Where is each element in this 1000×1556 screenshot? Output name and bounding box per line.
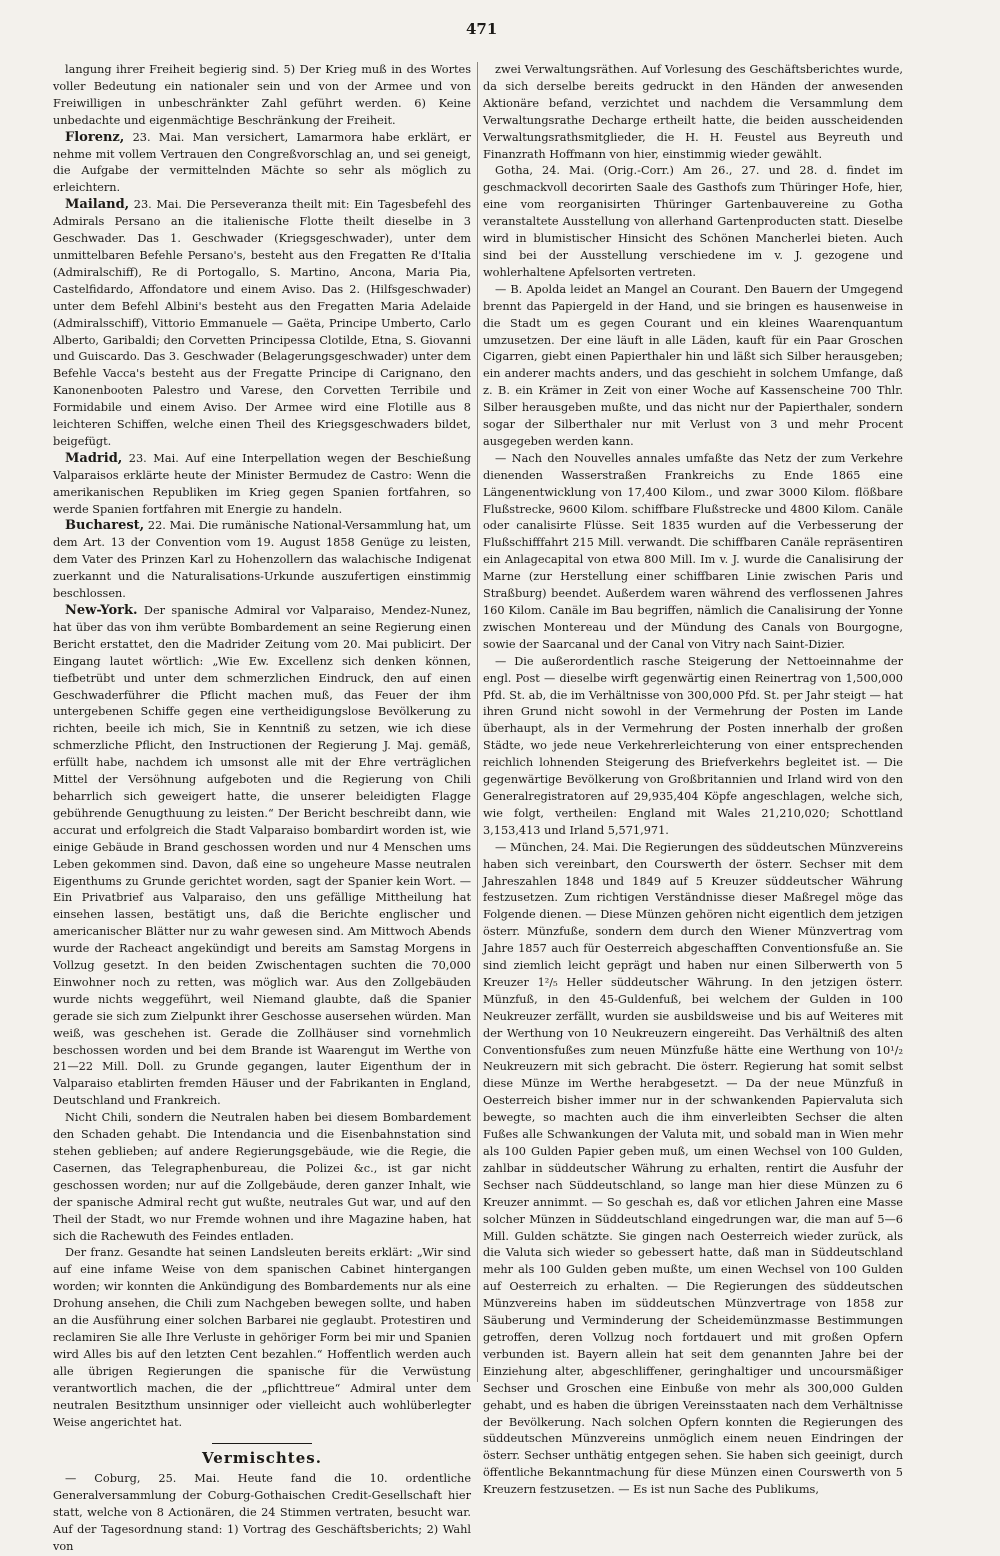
article-paragraph: langung ihrer Freiheit begierig sind. 5) Der Krieg muß in des Wortes voller Bedeutung ein nationaler sein und von der Armee und von Freiwilligen in unbeschränkter Zahl geführt werden. 6) Keine unbedachte und eigenmächtige Beschränkung der Freiheit. — [53, 63, 471, 127]
article-paragraph: — Nach den Nouvelles annales umfaßte das Netz der zum Verkehre dienenden Wasserstraßen Frankreichs zu Ende 1865 eine Längenentwicklung von 17,400 Kilom., und zwar 3000 Kilom. flößbare Flußstrecke, 9600 Kilom. schiffbare Flußstrecke und 4800 Kilom. Canäle oder canalisirte Flüsse. Seit 1835 wurden auf die Verbesserung der Flußschifffahrt 215 Mill. verwandt. Die schiffbaren Canäle repräsentiren ein Anlagecapital von etwa 800 Mill. Im v. J. wurde die Canalisirung der Marne (zur Herstellung einer schiffbaren Linie zwischen Paris und Straßburg) beendet. Außerdem waren während des verflossenen Jahres 160 Kilom. Canäle im Bau begriffen, nämlich die Canalisirung der Yonne zwischen Montereau und der Mündung des Canals von Bourgogne, sowie der Saarcanal und der Canal von Vitry nach Saint-Dizier. — [483, 451, 903, 651]
news-text: 23. Mai. Auf eine Interpellation wegen der Beschießung Valparaisos erklärte heute der Minister Bermudez de Castro: Wenn die amerikanischen Republiken im Krieg gegen Spanien fortfahren, so werde Spanien fortfahren mit Energie zu handeln. — [53, 451, 471, 516]
left-column — [53, 62, 471, 1556]
dateline: Madrid, — [65, 450, 123, 466]
article-paragraph: zwei Verwaltungsräthen. Auf Vorlesung des Geschäftsberichtes wurde, da sich derselbe bereits gedruckt in den Händen der anwesenden Aktionäre befand, verzichtet und nachdem die Versammlung dem Verwaltungsrathe Decharge ertheilt hatte, die beiden ausscheidenden Verwaltungsrathsmitglieder, die H. H. Feustel aus Beyreuth und Finanzrath Hoffmann von hier, einstimmig wieder gewählt. — [483, 63, 903, 161]
news-item-mailand — [53, 197, 471, 451]
news-text: 23. Mai. Man versichert, Lamarmora habe erklärt, er nehme mit vollem Vertrauen den Congreßvorschlag an, und sei geneigt, die Aufgabe der vermittelnden Mächte so sehr als möglich zu erleichtern. — [53, 130, 471, 195]
news-item-new-york — [53, 603, 471, 1110]
news-text: 23. Mai. Die Perseveranza theilt mit: Ein Tagesbefehl des Admirals Persano an die italienische Flotte theilt dieselbe in 3 Geschwader. Das 1. Geschwader (Kriegsgeschwader), unter dem unmittelbaren Befehle Persano's, besteht aus den Fregatten Re d'Italia (Admiralschiff), Re di Portogallo, S. Martino, Ancona, Maria Pia, Castelfidardo, Affondatore und einem Aviso. Das 2. (Hilfsgeschwader) unter dem Befehl Albini's besteht aus den Fregatten Maria Adelaide (Admiralsschiff), Vittorio Emmanuele — Gaëta, Principe Umberto, Carlo Alberto, Garibaldi; den Corvetten Principessa Clotilde, Etna, S. Giovanni und Guiscardo. Das 3. Geschwader (Belagerungsgeschwader) unter dem Befehle Vacca's besteht aus der Fregatte Principe di Carignano, den Kanonenbooten Palestro und Varese, den Corvetten Terribile und Formidabile und einem Aviso. Der Armee wird eine Flotille aus 8 leichteren Schiffen, welche einen Theil des Kriegsgeschwaders bildet, beigefügt. — [53, 198, 471, 448]
column-divider — [477, 62, 478, 1382]
section-heading — [53, 1443, 471, 1467]
article-paragraph: — B. Apolda leidet an Mangel an Courant. Den Bauern der Umgegend brennt das Papiergeld in der Hand, und sie bringen es hausenweise in die Stadt um es gegen Courant und ein kleines Waarenquantum umzusetzen. Der eine läuft in alle Läden, kauft für ein Paar Groschen Cigarren, giebt einen Papierthaler hin und läßt sich Silber herausgeben; ein anderer machts anders, und das geschieht in solchem Umfange, daß z. B. ein Krämer in Zeit von einer Woche auf Kassenscheine 700 Thlr. Silber herausgeben mußte, und das nicht nur der Papierthaler, sondern sogar der Silberthaler nur mit Verlust von 3 und mehr Procent ausgegeben werden kann. — [483, 282, 903, 448]
news-item-bucharest — [53, 518, 471, 603]
dateline: Bucharest, — [65, 518, 145, 534]
section-title: Vermischtes. — [202, 1449, 322, 1468]
divider — [212, 1443, 312, 1444]
article-paragraph: — Coburg, 25. Mai. Heute fand die 10. ordentliche Generalversammlung der Coburg-Gothaischen Credit-Gesellschaft hier statt, welche von 8 Actionären, die 24 Stimmen vertraten, besucht war. Auf der Tagesordnung stand: 1) Vortrag des Geschäftsberichts; 2) Wahl von — [53, 1472, 471, 1553]
article-paragraph: — München, 24. Mai. Die Regierungen des süddeutschen Münzvereins haben sich vereinbart, den Courswerth der österr. Sechser mit dem Jahreszahlen 1848 und 1849 auf 5 Kreuzer süddeutscher Währung festzusetzen. Zum richtigen Verständnisse dieser Maßregel möge das Folgende dienen. — Diese Münzen gehören nicht eigentlich dem jetzigen österr. Münzfuße, sondern dem durch den Wiener Münzvertrag vom Jahre 1857 auch für Oesterreich abgeschafften Conventionsfuße an. Sie sind ziemlich leicht geprägt und haben nur einen Silberwerth von 5 Kreuzer 1²/₅ Heller süddeutscher Währung. In den jetzigen österr. Münzfuß, in den 45-Guldenfuß, bei welchem der Gulden in 100 Neukreuzer zerfällt, wurden sie ausbildsweise und bis auf Weiteres mit der Werthung von 10 Neukreuzern eingereiht. Das Verhältniß des alten Conventionsfußes zum neuen Münzfuße hätte eine Werthung von 10¹/₂ Neukreuzern mit sich gebracht. Die österr. Regierung hat somit selbst diese Münze im Werthe herabgesetzt. — Da der neue Münzfuß in Oesterreich bisher immer nur in der schwankenden Papiervaluta sich bewegte, so machten auch die ihm einverleibten Sechser die alten Fußes alle Schwankungen der Valuta mit, und sobald man in Wien mehr als 100 Gulden Papier geben muß, um einen Wechsel von 100 Gulden, zahlbar in süddeutscher Währung zu erhalten, rentirt die Ausfuhr der Sechser nach Süddeutschland, so lange man hier diese Münzen zu 6 Kreuzer annimmt. — So geschah es, daß vor etlichen Jahren eine Masse solcher Münzen in Süddeutschland eingedrungen war, die man auf 5—6 Mill. Gulden schätzte. Sie gingen nach Oesterreich wieder zurück, als die Valuta sich wieder so gebessert hatte, daß man in Süddeutschland mehr als 100 Gulden geben mußte, um einen Wechsel von 100 Gulden auf Oesterreich zu erhalten. — Die Regierungen des süddeutschen Münzvereins haben im süddeutschen Münzvertrage von 1858 zur Säuberung und Verminderung der Scheidemünzmasse Bestimmungen getroffen, deren Vollzug noch fortdauert und mit großen Opfern verbunden ist. Bayern allein hat seit dem genannten Jahre bei der Einziehung alter, abgeschliffener, geringhaltiger und uncoursmäßiger Sechser und Groschen eine Einbuße von mehr als 300,000 Gulden gehabt, und es haben die übrigen Vereinsstaaten nach dem Verhältnisse der Bevölkerung. Nach solchen Opfern konnten die Regierungen des süddeutschen Münzvereins unmöglich einem neuen Eindringen der österr. Sechser unthätig entgegen sehen. Sie haben sich geeinigt, durch öffentliche Bekanntmachung für diese Münzen einen Courswerth von 5 Kreuzern festzusetzen. — Es ist nun Sache des Publikums, — [483, 840, 903, 1497]
page-number: 471 — [466, 20, 498, 38]
article-paragraph: Gotha, 24. Mai. (Orig.-Corr.) Am 26., 27. und 28. d. findet im geschmackvoll decorirten Saale des Gasthofs zum Thüringer Hofe, hier, eine vom reorganisirten Thüringer Gartenbauvereine zu Gotha veranstaltete Ausstellung von allerhand Gartenproducten statt. Dieselbe wird in blumistischer Hinsicht des Schönen Mancherlei bieten. Auch sind bei der Ausstellung verschiedene im v. J. gezogene und wohlerhaltene Apfelsorten vertreten. — [483, 164, 903, 279]
news-text: Der spanische Admiral vor Valparaiso, Mendez-Nunez, hat über das von ihm verübte Bombardement an seine Regierung einen Bericht erstattet, den die Madrider Zeitung vom 20. Mai publicirt. Der Eingang lautet wörtlich: „Wie Ew. Excellenz sich denken können, tiefbetrübt und unter dem schmerzlichen Eindruck, den auf einen Geschwaderführer die Pflicht machen muß, das Feuer der ihm untergebenen Schiffe gegen eine vertheidigungslose Bevölkerung zu richten, beeile ich mich, Sie in Kenntniß zu setzen, wie ich diese schmerzliche Pflicht, den Instructionen der Regierung J. Maj. gemäß, erfüllt habe, nachdem ich umsonst alle mit der Ehre verträglichen Mittel der Versöhnung aufgeboten und die Regierung von Chili beharrlich sich geweigert hatte, die unserer beleidigten Flagge gebührende Genugthuung zu leisten.“ Der Bericht beschreibt dann, wie accurat und erfolgreich die Stadt Valparaiso bombardirt worden ist, wie einige Gebäude in Brand geschossen worden und nur 4 Menschen ums Leben gekommen sind. Davon, daß eine so ungeheure Masse neutralen Eigenthums zu Grunde gerichtet worden, sagt der Spanier kein Wort. — Ein Privatbrief aus Valparaiso, den uns gefällige Mittheilung hat einsehen lassen, bestätigt uns, daß die Berichte englischer und americanischer Blätter nur zu wahr gewesen sind. Am Mittwoch Abends wurde der Racheact angekündigt und bereits am Samstag Morgens in Vollzug gesetzt. In den beiden Zwischentagen suchten die 70,000 Einwohner noch zu retten, was möglich war. Aus den Zollgebäuden wurde nichts weggeführt, weil Niemand glaubte, daß die Spanier gerade sie sich zum Zielpunkt ihrer Geschosse ausersehen würden. Man weiß, was geschehen ist. Gerade die Zollhäuser sind vornehmlich beschossen worden und bei dem Brande ist Waarengut im Werthe von 21—22 Mill. Doll. zu Grunde gegangen, lauter Eigenthum der in Valparaiso etablirten fremden Häuser und der Fabrikanten in England, Deutschland und Frankreich. — [53, 604, 471, 1108]
dateline: Mailand, — [65, 197, 130, 213]
article-paragraph: — Die außerordentlich rasche Steigerung der Nettoeinnahme der engl. Post — dieselbe wirft gegenwärtig einen Reinertrag von 1,500,000 Pfd. St. ab, die im Verhältnisse von 300,000 Pfd. St. per Jahr steigt — hat ihren Grund nicht sowohl in der Vermehrung der Posten im Lande überhaupt, als in der Vermehrung der Posten innerhalb der großen Städte, wo jede neue Verkehrerleichterung von einer entsprechenden reichlich lohnenden Steigerung des Briefverkehrs begleitet ist. — Die gegenwärtige Bevölkerung von Großbritannien und Irland wird von den Generalregistratoren auf 29,935,404 Köpfe angeschlagen, welche sich, wie folgt, vertheilen: England mit Wales 21,210,020; Schottland 3,153,413 und Irland 5,571,971. — [483, 654, 903, 837]
right-column — [483, 62, 903, 1499]
news-text: 22. Mai. Die rumänische National-Versammlung hat, um dem Art. 13 der Convention vom 19. August 1858 Genüge zu leisten, dem Vater des Prinzen Karl zu Hohenzollern das walachische Indigenat zuerkannt und die Naturalisations-Urkunde auszufertigen einstimmig beschlossen. — [53, 519, 471, 601]
dateline: New-York. — [65, 603, 138, 618]
dateline: Florenz, — [65, 129, 125, 145]
news-item-florenz — [53, 130, 471, 198]
article-paragraph: Der franz. Gesandte hat seinen Landsleuten bereits erklärt: „Wir sind auf eine infame Weise von dem spanischen Cabinet hintergangen worden; wir konnten die Ankündigung des Bombardements nur als eine Drohung ansehen, die Chili zum Nachgeben bewegen sollte, und haben an die Ausführung einer solchen Barbarei nie geglaubt. Protestiren und reclamiren Sie alle Ihre Verluste in gehöriger Form bei mir und Spanien wird Alles bis auf den letzten Cent bezahlen.“ Hoffentlich werden auch alle übrigen Regierungen die spanische für die Verwüstung verantwortlich machen, die der „pflichttreue“ Admiral unter dem neutralen Besitzthum unsinniger oder vielleicht auch wohlüberlegter Weise angerichtet hat. — [53, 1246, 471, 1429]
news-item-madrid — [53, 451, 471, 519]
article-paragraph: Nicht Chili, sondern die Neutralen haben bei diesem Bombardement den Schaden gehabt. Die Intendancia und die Eisenbahnstation sind stehen geblieben; auf andere Regierungsgebäude, wie die Regie, die Casernen, das Telegraphenbureau, die Polizei &c., ist gar nicht geschossen worden; nur auf die Zollgebäude, deren ganzer Inhalt, wie der spanische Admiral recht gut wußte, neutrales Gut war, und auf den Theil der Stadt, wo nur Fremde wohnen und ihre Magazine haben, hat sich die Rachewuth des Feindes entladen. — [53, 1111, 471, 1243]
